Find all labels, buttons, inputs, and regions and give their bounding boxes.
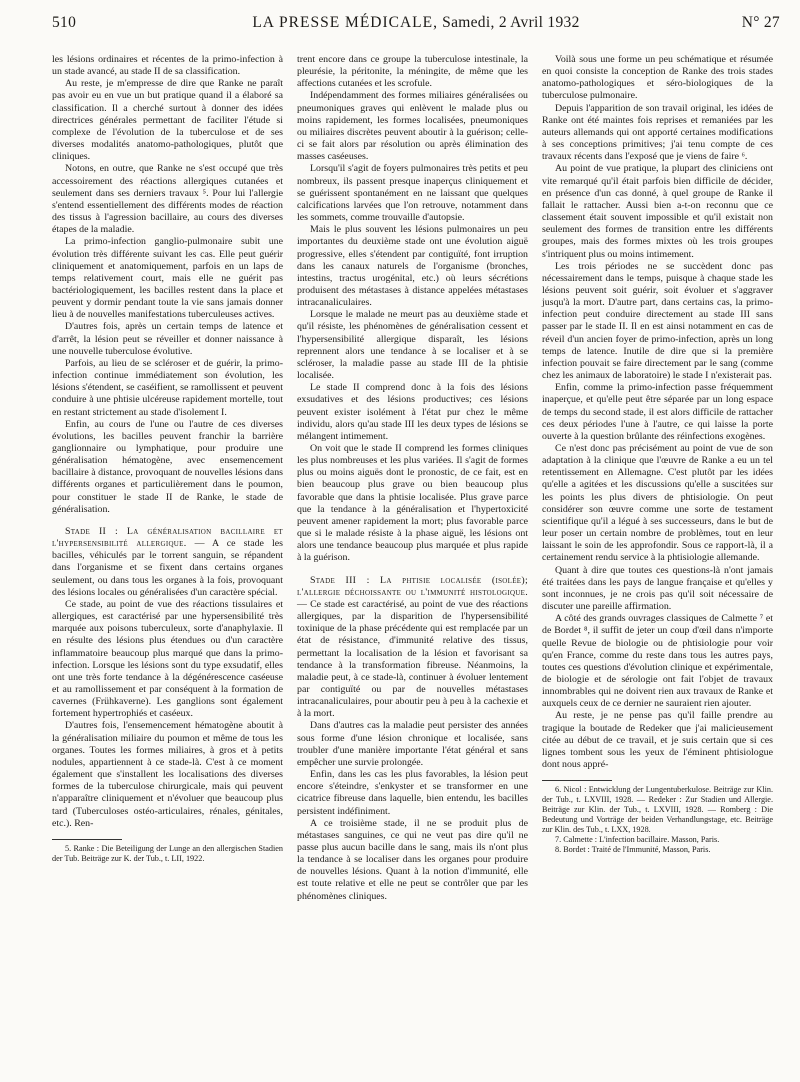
- paragraph: Les trois périodes ne se succèdent donc pas nécessairement dans le temps, puisque à chaque stade les lésions peuvent soit guérir, soit évoluer et s'aggraver jusqu'à la mort. D'autre part, dans certains cas, la primo-infection peut conduire directement au stade III sans passer par le stade II. Il en est ainsi notamment en cas de réveil d'un ancien foyer de primo-infection, après un long temps de latence. Inutile de dire que si la première infection pouvait se faire directement par le sang (comme chez les animaux de laboratoire) le stade I n'existerait pas.: [542, 260, 773, 382]
- paragraph: Indépendamment des formes miliaires généralisées ou pneumoniques graves qui enlèvent le malade plus ou moins rapidement, les formes localisées, pneumoniques ou miliaires discrètes peuvent aboutir à la guérison; celle-ci se fait alors par résolution ou après élimination des masses caséeuses.: [297, 90, 528, 163]
- column-3: [542, 54, 773, 903]
- paragraph: Enfin, dans les cas les plus favorables, la lésion peut encore s'éteindre, s'enkyster et se transformer en une cicatrice fibreuse dans laquelle, bien entendu, les bacilles persistent indéfiniment.: [297, 769, 528, 817]
- paragraph: Ce stade, au point de vue des réactions tissulaires et allergiques, est caractérisé par une hypersensibilité très marquée aux poisons tuberculeux, sorte d'anaphylaxie. Il en résulte des lésions plus étendues ou d'un caractère inflammatoire beaucoup plus marqué que dans la primo-infection. Lorsque les lésions sont du type exsudatif, elles ont une très forte tendance à la dégénérescence caséeuse et au ramollissement et par conséquent à la formation de cavernes (Frühkaverne). Les ganglions sont également fortement hypertrophiés et caséeux.: [52, 598, 283, 720]
- paragraph: A côté des grands ouvrages classiques de Calmette ⁷ et de Bordet ⁸, il suffit de jeter un coup d'œil dans n'importe quelle Revue de biologie ou de phtisiologie pour voir qu'en France, comme du reste dans tous les autres pays, toutes ces questions d'évolution clinique et expérimentale, de biologie et de sérologie ont fait l'objet de travaux innombrables qui ne doivent rien aux travaux de Ranke et auxquels ceux de ce dernier ne sauraient rien ajouter.: [542, 613, 773, 710]
- paragraph: La primo-infection ganglio-pulmonaire subit une évolution très différente suivant les cas. Elle peut guérir cliniquement et anatomiquement, parfois en un laps de temps relativement court, mais elle ne guérit pas bactériologiquement, les bacilles restent dans la place et peuvent y dormir pendant toute la vie sans jamais donner lieu à de nouvelles manifestations tuberculeuses actives.: [52, 236, 283, 321]
- issue-number: N° 27: [741, 14, 780, 31]
- paragraph: Voilà sous une forme un peu schématique et résumée en quoi consiste la conception de Ranke des trois stades anatomo-pathologiques et séro-biologiques de la tuberculose pulmonaire.: [542, 54, 773, 102]
- paragraph: Lorsqu'il s'agit de foyers pulmonaires très petits et peu nombreux, ils passent presque inaperçus cliniquement et se guérissent spontanément en ne laissant que quelques calcifications larvées que l'on retrouve, notamment dans les sommets, comme trouvaille d'autopsie.: [297, 163, 528, 224]
- paragraph: Au reste, je m'empresse de dire que Ranke ne paraît pas avoir eu en vue un but pratique quand il a élaboré sa classification. Il a cherché surtout à donner des idées directrices générales permettant de faciliter l'étude si complexe de l'évolution de la tuberculose et de ses diverses modalités anatomo-pathologiques, plutôt que cliniques.: [52, 78, 283, 163]
- article-columns: [52, 54, 780, 903]
- paragraph: Mais le plus souvent les lésions pulmonaires un peu importantes du deuxième stade ont une évolution aiguë progressive, elles s'étendent par contiguïté, font irruption dans les canaux naturels de l'organisme (bronches, intestins, tractus urogénital, etc.) où leurs sécrétions produisent des métastases à distance appelées métastases intracanaliculaires.: [297, 224, 528, 309]
- paragraph: Enfin, comme la primo-infection passe fréquemment inaperçue, et qu'elle peut être séparée par un long espace de temps du second stade, il est alors difficile de rattacher ces deux périodes l'une à l'autre, ce qui laisse la porte ouverte à la question brûlante des réinfections exogènes.: [542, 382, 773, 442]
- column-1: [52, 54, 283, 903]
- footnote-7: 7. Calmette : L'infection bacillaire. Masson, Paris.: [555, 835, 720, 845]
- paragraph: Dans d'autres cas la maladie peut persister des années sous forme d'une lésion chronique et localisée, sans troubler d'une manière importante l'état général et sans empêcher une survie prolongée.: [297, 720, 528, 768]
- footnote-rule: [52, 839, 122, 840]
- paragraph: Le stade II comprend donc à la fois des lésions exsudatives et des lésions productives; ces lésions peuvent exister isolément à l'état pur chez le même individu, alors qu'au stade III les deux types de lésions se mélangent intimement.: [297, 382, 528, 442]
- column-2: [297, 54, 528, 903]
- footnote-5: 5. Ranke : Die Beteiligung der Lunge an den allergischen Stadien der Tub. Beiträge zur K. der Tub., t. LII, 1922.: [52, 843, 283, 863]
- paragraph: Lorsque le malade ne meurt pas au deuxième stade et qu'il résiste, les phénomènes de généralisation cessent et l'hypersensibilité allergique disparaît, les lésions reprennent alors une tendance à se localiser et à se scléroser, la maladie passe au stade III de la phtisie localisée.: [297, 309, 528, 382]
- section-stade-3: [297, 575, 528, 721]
- section-heading: Stade II : La généralisation bacillaire et l'hypersensibilité allergique.: [52, 525, 283, 550]
- footnote-8: 8. Bordet : Traité de l'Immunité, Masson, Paris.: [555, 845, 711, 855]
- journal-title-line: [112, 14, 720, 32]
- section-heading: Stade III : La phtisie localisée (isolée); l'allergie déchoissante ou l'immunité histologique.: [297, 574, 528, 598]
- paragraph: les lésions ordinaires et récentes de la primo-infection à un stade avancé, au stade II de sa classification.: [52, 54, 283, 78]
- page-number: 510: [52, 14, 77, 31]
- paragraph: Parfois, au lieu de se scléroser et de guérir, la primo-infection continue immédiatement son évolution, les lésions s'étendent, se caséifient, se ramollissent et peuvent conduire à une phtisie ulcéreuse rapidement mortelle, tout en restant strictement au stade d'isolement I.: [52, 357, 283, 418]
- section-stade-2: [52, 526, 283, 599]
- footnote-6: 6. Nicol : Entwicklung der Lungentuberkulose. Beiträge zur Klin. der Tub., t. LXVIII, 1928. — Redeker : Zur Stadien und Allergie. Beiträge zur Klin. der Tub., t. LXVIII, 1928. — Romberg : Die Bedeutung und Vorträge der beiden Verhandlungstage, etc. Beiträge zur Klin. des Tub., t. LXX, 1928.: [542, 785, 773, 835]
- paragraph: Quant à dire que toutes ces questions-là n'ont jamais été traitées dans les pays de langue française et qu'elles y sont inconnues, je ne crois pas qu'il soit nécessaire de discuter une pareille affirmation.: [542, 564, 773, 613]
- paragraph: Au reste, je ne pense pas qu'il faille prendre au tragique la boutade de Redeker que j'ai malicieusement citée au début de ce travail, et je suis certain que si ces lignes tombent sous les yeux de l'éminent phtisiologue dont nous appré-: [542, 710, 773, 771]
- page-header: [52, 14, 780, 44]
- issue-date: Samedi, 2 Avril 1932: [442, 14, 580, 31]
- paragraph: Ce n'est donc pas précisément au point de vue de son adaptation à la clinique que l'œuvre de Ranke a eu un tel retentissement en Allemagne. C'est plutôt par les idées qu'elle a agitées et les discussions qu'elle a suscitées sur les points les plus divers de phtisiologie. On peut considérer son œuvre comme une sorte de testament scientifique qu'il a légué à ses successeurs, dans le but de leur poser un certain nombre de problèmes, tout en leur laissant le soin de les approfondir. Sous ce rapport-là, il a certainement rendu service à la phtisiologie allemande.: [542, 443, 773, 564]
- paragraph: trent encore dans ce groupe la tuberculose intestinale, la pleurésie, la péritonite, la méningite, de même que les affections cutanées et les scrofule.: [297, 54, 528, 90]
- paragraph: Enfin, au cours de l'une ou l'autre de ces diverses évolutions, les bacilles peuvent franchir la barrière ganglionnaire ou lymphatique, pour produire une généralisation hématogène, avec ensemencement bacillaire à distance, provoquant de nouvelles lésions dans différents organes et particulièrement dans le poumon, pour constituer le stade II de Ranke, le stade de généralisation.: [52, 418, 283, 515]
- paragraph: D'autres fois, après un certain temps de latence et d'arrêt, la lésion peut se réveiller et donner naissance à une nouvelle tuberculose évolutive.: [52, 321, 283, 357]
- paragraph: Notons, en outre, que Ranke ne s'est occupé que très accessoirement des réactions allergiques cutanées et seulement dans ses derniers travaux ⁵. Pour lui l'allergie s'entend essentiellement des différents modes de réaction des tissus à l'agression bacillaire, au cours des diverses étapes de la maladie.: [52, 163, 283, 236]
- paragraph: D'autres fois, l'ensemencement hématogène aboutit à la généralisation miliaire du poumon et même de tous les organes. Toutes les formes miliaires, à gros et à petits nodules, appartiennent à ce stade-là. C'est à ce moment également que s'installent les localisations des diverses formes de la tuberculose chirurgicale, mais qui peuvent n'apparaître cliniquement et n'évoluer que beaucoup plus tard (Tuberculoses ostéo-articulaires, rénales, génitales, etc.). Ren-: [52, 720, 283, 829]
- paragraph: Depuis l'apparition de son travail original, les idées de Ranke ont été maintes fois reprises et remaniées par les auteurs allemands qui ont apporté certaines modifications à ses conceptions primitives; j'ai tenu compte de ces travaux récents dans l'exposé que je viens de faire ⁶.: [542, 102, 773, 163]
- paragraph: A ce troisième stade, il ne se produit plus de métastases sanguines, ce qui ne veut pas dire qu'il ne passe plus aucun bacille dans le sang, mais ils n'ont plus la tendance à se localiser dans les organes pour produire de nouvelles lésions. Quant à la notion d'immunité, elle est toute relative et elle ne peut se contrôler que par les phénomènes cliniques.: [297, 817, 528, 902]
- journal-name: LA PRESSE MÉDICALE,: [252, 14, 438, 31]
- paragraph: Au point de vue pratique, la plupart des cliniciens ont vite remarqué qu'il était parfois bien difficile de décider, en présence d'un cas donné, à quel groupe de Ranke il fallait le rattacher. Aussi bien a-t-on reconnu que ce classement était souvent impossible et qu'il existait non seulement des formes de transition entre les différents groupes, mais des formes mixtes où les trois groupes s'intriquent plus ou moins intimement.: [542, 163, 773, 260]
- section-text: — A ce stade les bacilles, véhiculés par le torrent sanguin, se répandent dans l'organisme et se fixent dans certains organes seulement, ou dans tous les organes à la fois, provoquant des lésions locales ou généralisées d'un caractère spécial.: [52, 538, 283, 598]
- section-text: — Ce stade est caractérisé, au point de vue des réactions allergiques, par la disparition de l'hypersensibilité toxinique de la phase précédente qui est remplacée par un état de résistance, d'immunité relative des tissus, permettant la localisation de la lésion et favorisant sa tendance à la transformation fibreuse. Néanmoins, la maladie peut, à ce stade-là, continuer à évoluer lentement par contiguïté ou par de nouvelles métastases intracanaliculaires, pour aboutir peu à peu à la cachexie et à la mort.: [297, 598, 528, 720]
- footnote-rule: [542, 780, 612, 781]
- paragraph: On voit que le stade II comprend les formes cliniques les plus nombreuses et les plus variées. Il s'agit de formes plus ou moins aiguës dont le pronostic, de ce fait, est en bien beaucoup plus grave ou bien beaucoup plus favorable que dans la phtisie localisée. Plus grave parce que la tendance à la généralisation et l'hypertoxicité peuvent amener rapidement la mort; plus favorable parce que si le malade résiste à la phase aiguë, les lésions ont alors une tendance beaucoup plus marquée et plus rapide à la guérison.: [297, 443, 528, 564]
